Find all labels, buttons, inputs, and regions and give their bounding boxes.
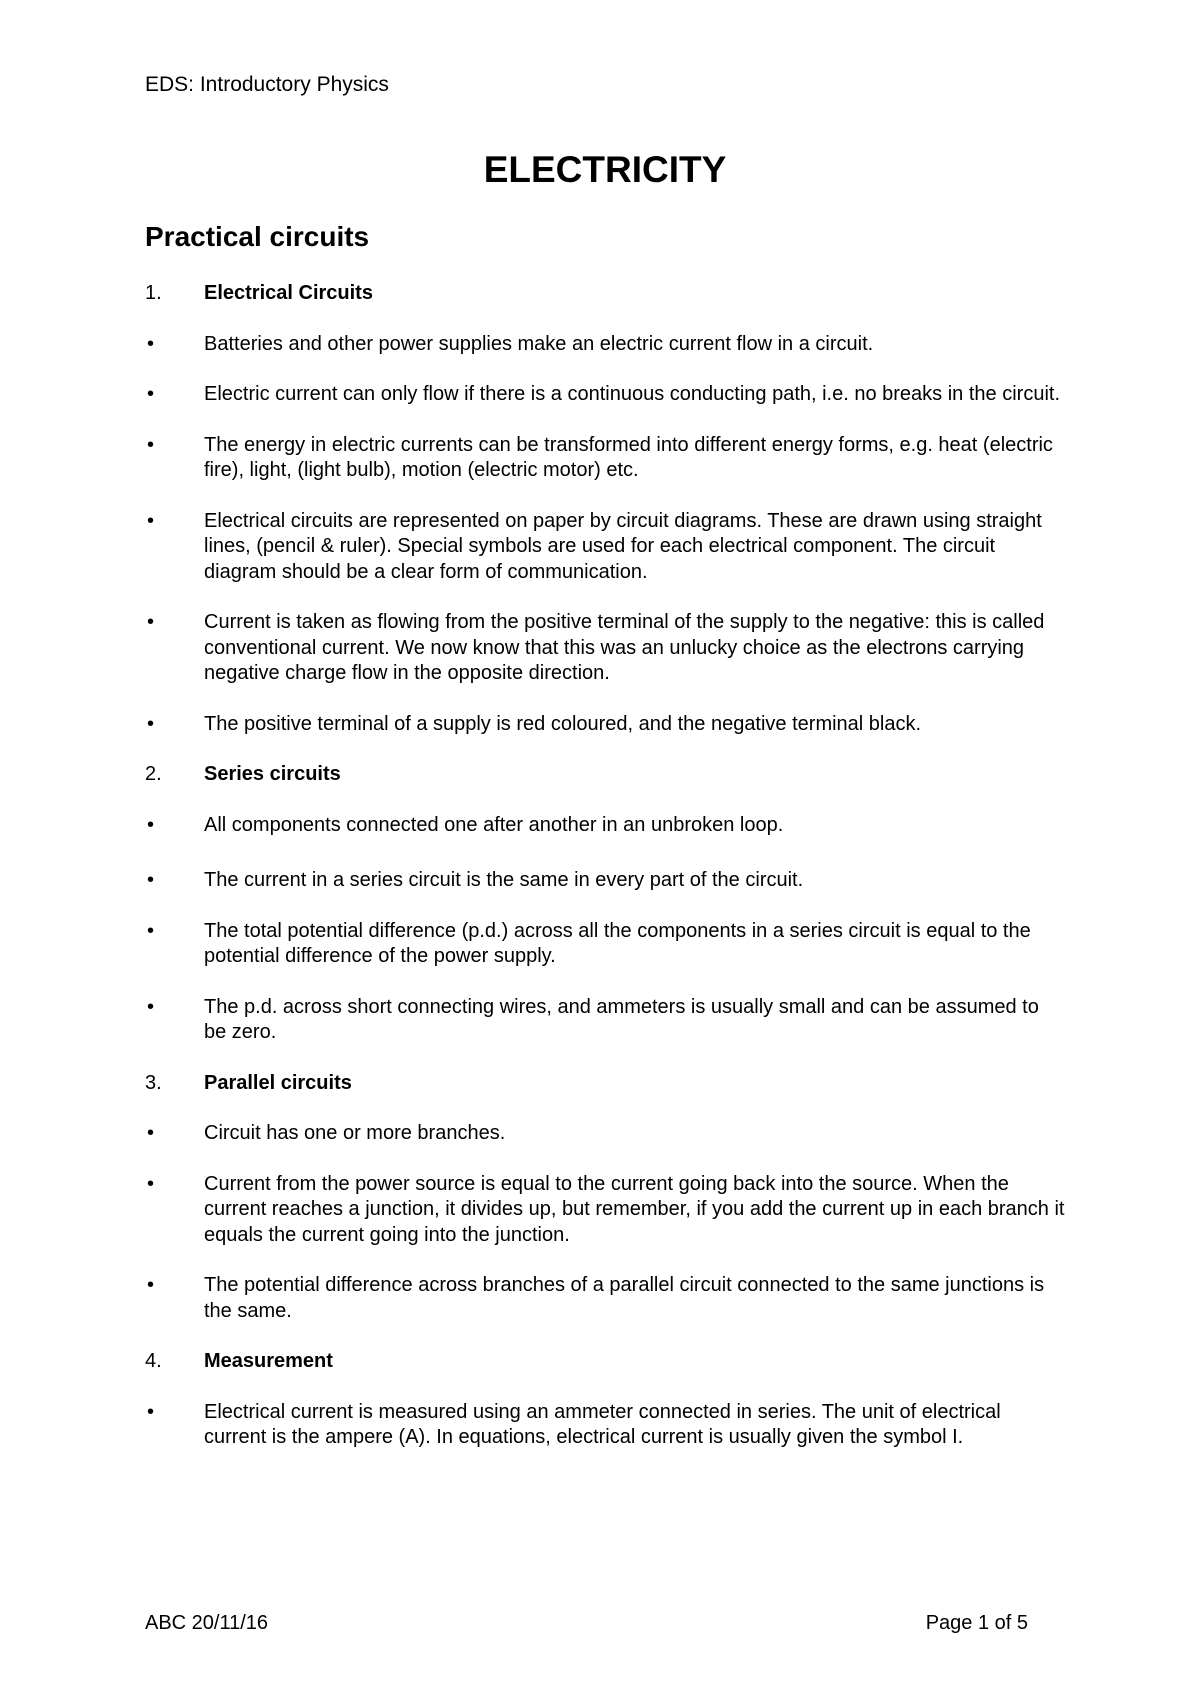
section-heading: Measurement [204,1350,333,1372]
list-item-text: The p.d. across short connecting wires, and ammeters is usually small and can be assumed to be zero. [204,995,1039,1043]
section-heading: Electrical Circuits [204,282,373,304]
list-item-text: The energy in electric currents can be transformed into different energy forms, e.g. heat (electric fire), light, (light bulb), motion (electric motor) etc. [204,433,1053,481]
section-number: 2. [145,763,162,785]
bullet-icon: • [147,919,155,942]
document-body [145,281,1065,1451]
section-heading: Parallel circuits [204,1071,352,1094]
bullet-icon: • [147,1400,155,1423]
list-item-text: The total potential difference (p.d.) across all the components in a series circuit is equal to the potential difference of the power supply. [204,919,1031,967]
list-item-text: Current is taken as flowing from the positive terminal of the supply to the negative: this is called conventional current. We now know that this was an unlucky choice as the electrons carrying negative charge flow in the opposite direction. [204,611,1045,684]
footer-page-number: Page 1 of 5 [925,1612,1028,1634]
bullet-icon: • [147,1274,155,1296]
list-item [145,332,1065,358]
bullet-icon: • [147,383,155,405]
list-item [145,382,1065,408]
section-heading-electrical-circuits [145,281,1065,307]
section-heading-series-circuits [145,762,1065,788]
section-number: 4. [145,1350,162,1372]
section-number: 3. [145,1071,162,1094]
bullet-icon: • [147,332,155,355]
section-title: Practical circuits [145,221,370,252]
list-item [145,712,1065,738]
list-item-text: All components connected one after another in an unbroken loop. [204,813,784,836]
list-item-text: Batteries and other power supplies make an electric current flow in a circuit. [204,332,874,355]
section-heading: Series circuits [204,763,341,785]
list-item-text: Circuit has one or more branches. [204,1122,506,1144]
list-item [145,610,1065,687]
list-item-text: Electrical circuits are represented on paper by circuit diagrams. These are drawn using straight lines, (pencil & ruler). Special symbols are used for each electrical component. The circuit diagram should be a clear form of communication. [204,509,1042,583]
list-item [145,813,1065,839]
running-header: EDS: Introductory Physics [145,73,389,96]
list-item-text: Current from the power source is equal to the current going back into the source. When the current reaches a junction, it divides up, but remember, if you add the current up in each branch it equals the current going into the junction. [204,1172,1065,1246]
list-item [145,995,1065,1046]
list-item-text: Electrical current is measured using an ammeter connected in series. The unit of electrical current is the ampere (A). In equations, electrical current is usually given the symbol I. [204,1400,1001,1448]
bullet-icon: • [147,869,155,891]
list-item-text: The current in a series circuit is the same in every part of the circuit. [204,869,804,891]
list-item [145,1121,1065,1147]
section-heading-parallel-circuits [145,1071,1065,1097]
bullet-icon: • [147,813,155,836]
bullet-icon: • [147,509,155,532]
bullet-icon: • [147,611,155,633]
list-item [145,868,1065,894]
bullet-icon: • [147,433,155,456]
document-title: ELECTRICITY [483,149,727,190]
bullet-icon: • [147,1122,155,1144]
bullet-icon: • [147,712,155,735]
list-item [145,509,1065,586]
list-item [145,433,1065,484]
bullet-icon: • [147,1172,155,1195]
footer-author-date: ABC 20/11/16 [145,1612,269,1634]
bullet-icon: • [147,995,155,1018]
list-item-text: Electric current can only flow if there is a continuous conducting path, i.e. no breaks in the circuit. [204,383,1060,405]
list-item [145,1172,1065,1249]
list-item [145,919,1065,970]
section-heading-measurement [145,1349,1065,1375]
list-item-text: The potential difference across branches of a parallel circuit connected to the same junctions is the same. [204,1274,1045,1322]
list-item-text: The positive terminal of a supply is red coloured, and the negative terminal black. [204,712,922,735]
list-item [145,1273,1065,1324]
section-number: 1. [145,282,162,304]
list-item [145,1400,1065,1451]
